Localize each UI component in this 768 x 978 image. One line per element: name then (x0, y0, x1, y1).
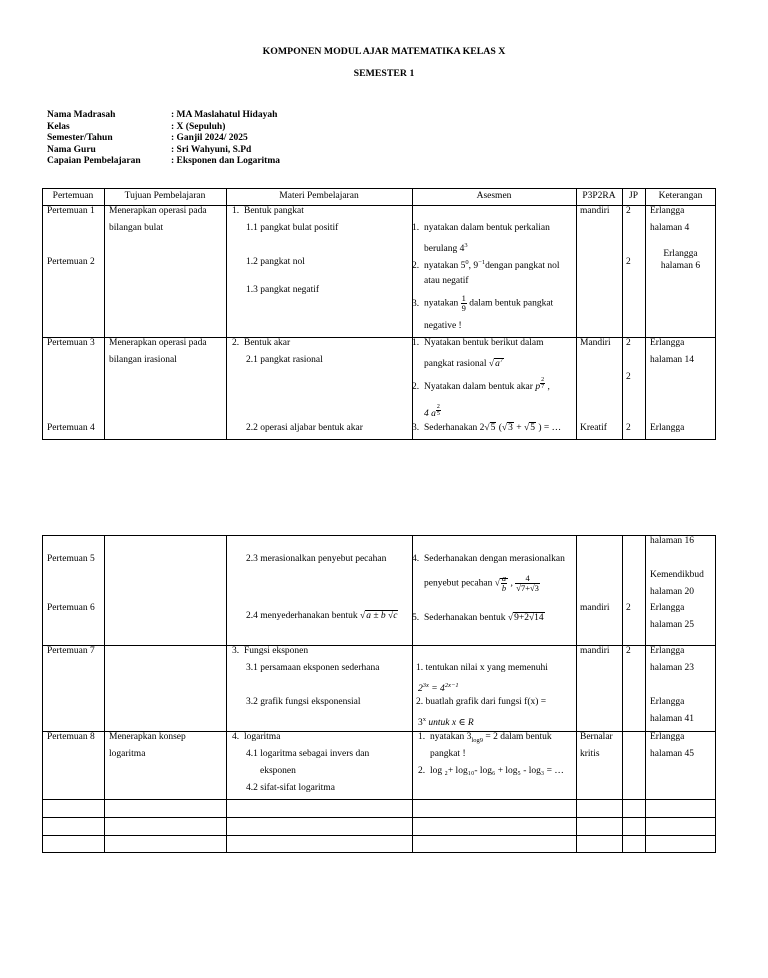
document-subtitle: SEMESTER 1 (353, 68, 415, 79)
col-divider (576, 188, 577, 440)
exponent: 3x (422, 682, 429, 689)
row-divider (42, 817, 716, 818)
materi-text-part: 2.4 menyederhanakan bentuk (246, 611, 358, 621)
asesmen-text-part: nyatakan (424, 298, 459, 309)
keterangan-text: Erlangga (650, 338, 685, 348)
keterangan-text: Erlangga (650, 206, 685, 216)
power-base: p (535, 382, 541, 393)
fraction-denominator: b (501, 583, 507, 593)
row-divider (42, 835, 716, 836)
asesmen-text: penyebut pecahan √ $\frac{a}{b}$ , $\frac{4}{√7+√3}$ (424, 573, 539, 593)
keterangan-text: halaman 16 (650, 536, 695, 546)
materi-subitem: 2.1 pangkat rasional (246, 355, 323, 365)
fraction-numerator: a (501, 573, 507, 583)
asesmen-number: 3. (412, 423, 420, 433)
fraction (501, 574, 507, 593)
meta-label: Kelas (47, 121, 70, 132)
meta-value: : X (Sepuluh) (171, 121, 226, 132)
materi-number: 2. (232, 338, 240, 348)
power-base: 2 (418, 684, 423, 695)
tujuan-text: Menerapkan konsep (109, 732, 186, 742)
tujuan-text: logaritma (109, 749, 146, 759)
col-divider (622, 188, 623, 440)
subscript: log9 (471, 736, 483, 744)
asesmen-text-part: ) = … (535, 423, 562, 433)
p3p2ra-value: mandiri (580, 603, 610, 613)
materi-subitem: 2.3 merasionalkan penyebut pecahan (246, 554, 387, 564)
asesmen-text-part: = 2 dalam bentuk (482, 732, 552, 742)
meta-label: Nama Madrasah (47, 110, 116, 120)
materi-title: Bentuk pangkat (244, 206, 304, 216)
col-header-p3p2ra: P3P2RA (582, 191, 616, 201)
p3p2ra-value: mandiri (580, 646, 610, 656)
equation-part: = 4 (428, 684, 445, 695)
materi-subitem: 4.1 logaritma sebagai invers dan (246, 749, 370, 759)
materi-subitem: 4.2 sifat-sifat logaritma (246, 783, 335, 793)
asesmen-number: 2. (418, 766, 426, 776)
keterangan-text: halaman 6 (660, 261, 701, 271)
exponent: x (422, 716, 426, 723)
asesmen-item: 5. Sederhanakan bentuk √9+2√14 (412, 610, 545, 627)
materi-heading (232, 335, 290, 352)
asesmen-text-part: pangkat rasional (424, 359, 487, 370)
meta-row-guru (47, 145, 280, 157)
radicand (494, 358, 504, 369)
materi-heading (232, 203, 304, 220)
meta-value: : MA Maslahatul Hidayah (171, 110, 278, 120)
col-divider (226, 535, 227, 853)
asesmen-text-part: ( (496, 423, 502, 433)
meta-row-capaian (47, 156, 280, 168)
exponent: 3 (464, 242, 468, 249)
keterangan-text: Kemendikbud (650, 570, 704, 580)
meta-label: Nama Guru (47, 144, 96, 155)
exponent: 2x−1 (444, 682, 459, 689)
keterangan-text: halaman 41 (650, 714, 695, 724)
col-header-pertemuan: Pertemuan (52, 191, 94, 201)
asesmen-item (412, 220, 550, 237)
radical-expression: √a ± b √c (359, 611, 398, 621)
pertemuan-label: Pertemuan 8 (47, 732, 95, 742)
materi-number: 1. (232, 206, 240, 216)
tujuan-text: Menerapkan operasi pada (109, 206, 207, 216)
jp-value: 2 (626, 206, 631, 216)
meta-value: : Eksponen dan Logaritma (171, 156, 281, 166)
keterangan-text: Erlangga (650, 697, 685, 707)
col-divider (576, 535, 577, 853)
keterangan-text: halaman 25 (650, 620, 695, 630)
radicand: 5 (490, 423, 496, 433)
asesmen-number: 5. (412, 613, 420, 623)
fraction-exponent (436, 404, 441, 417)
asesmen-number: 1. (412, 338, 420, 348)
asesmen-text: 1. tentukan nilai x yang memenuhi (416, 663, 548, 673)
asesmen-text: negative ! (424, 321, 462, 331)
asesmen-text: nyatakan dalam bentuk perkalian (424, 223, 550, 233)
col-divider (412, 535, 413, 853)
exponent: 7 (499, 357, 504, 364)
asesmen-text-part: nyatakan 3 (430, 732, 472, 742)
col-divider (622, 535, 623, 853)
pertemuan-label: Pertemuan 3 (47, 338, 95, 348)
materi-number: 4. (232, 732, 240, 742)
asesmen-text-part: Sederhanakan bentuk (424, 613, 506, 623)
keterangan-text: halaman 23 (650, 663, 695, 673)
col-divider (226, 188, 227, 440)
asesmen-text: pangkat ! (430, 749, 466, 759)
tujuan-text: bilangan bulat (109, 223, 164, 233)
keterangan-text: Erlangga (663, 249, 698, 259)
row-divider (42, 645, 716, 646)
keterangan-text: Erlangga (650, 646, 685, 656)
keterangan-text: halaman 4 (650, 223, 690, 233)
asesmen-text: Sederhanakan dengan merasionalkan (424, 554, 565, 564)
asesmen-number: 1. (412, 223, 420, 233)
tujuan-text: Menerapkan operasi pada (109, 338, 207, 348)
materi-title: logaritma (244, 732, 281, 742)
fraction-numerator: 2 (541, 377, 545, 384)
p3p2ra-value: Bernalar (580, 732, 613, 742)
meta-value: : Sri Wahyuni, S.Pd (171, 144, 252, 155)
document-title: KOMPONEN MODUL AJAR MATEMATIKA KELAS X (262, 46, 506, 57)
col-divider (645, 188, 646, 440)
jp-value: 2 (626, 338, 631, 348)
materi-heading (232, 643, 308, 660)
radicand: 5 (530, 423, 535, 433)
materi-subitem: eksponen (260, 766, 296, 776)
asesmen-text-part: + (513, 423, 524, 433)
radicand: 3 (508, 423, 513, 433)
fraction-denominator: 5 (436, 411, 440, 418)
col-divider (104, 188, 105, 440)
identity-block (47, 110, 280, 168)
asesmen-item (412, 294, 553, 313)
power-base: 3 (418, 718, 423, 729)
asesmen-number: 2. (412, 382, 420, 393)
col-header-jp: JP (629, 191, 638, 201)
col-header-keterangan: Keterangan (658, 191, 703, 201)
keterangan-text: Erlangga (650, 732, 685, 742)
fraction-denominator: 9 (461, 303, 466, 313)
materi-subitem (246, 608, 398, 625)
jp-value: 2 (626, 646, 631, 656)
asesmen-text: 2. buatlah grafik dari fungsi f(x) = (416, 697, 547, 707)
pertemuan-label: Pertemuan 6 (47, 603, 95, 613)
asesmen-text-part: Sederhanakan 2 (424, 423, 485, 433)
asesmen-text-part: dalam bentuk pangkat (469, 298, 554, 309)
asesmen-number: 4. (412, 554, 420, 564)
row-divider (42, 799, 716, 800)
pertemuan-label: Pertemuan 5 (47, 554, 95, 564)
asesmen-text-part: Nyatakan dalam bentuk akar (424, 382, 533, 393)
power-base: 4 a (424, 409, 436, 420)
materi-heading (232, 729, 280, 746)
asesmen-text: pangkat rasional $√a^7$ (424, 357, 504, 370)
keterangan-text: halaman 45 (650, 749, 695, 759)
asesmen-text-part: nyatakan 5 (424, 261, 466, 272)
jp-value: 2 (626, 423, 631, 433)
pertemuan-label: Pertemuan 2 (47, 257, 95, 267)
p3p2ra-value: mandiri (580, 206, 610, 216)
p3p2ra-value: kritis (580, 749, 600, 759)
equation-part: untuk x ∈ R (426, 718, 474, 729)
materi-subitem: 3.2 grafik fungsi eksponensial (246, 697, 361, 707)
col-divider (645, 535, 646, 853)
pertemuan-label: Pertemuan 4 (47, 423, 95, 433)
asesmen-number: 3. (412, 298, 420, 309)
materi-number: 3. (232, 646, 240, 656)
p3p2ra-value: Kreatif (580, 423, 607, 433)
fraction-numerator: 1 (461, 293, 466, 303)
fraction-numerator: 4 (515, 574, 540, 584)
tujuan-text: bilangan irasional (109, 355, 177, 365)
fraction-denominator: 7 (541, 384, 545, 391)
asesmen-text-part: , 9 (468, 261, 479, 272)
asesmen-number: 1. (418, 732, 426, 742)
col-header-asesmen: Asesmen (476, 191, 512, 201)
meta-row-semester (47, 133, 280, 145)
asesmen-item: 3. Sederhanakan 2√5 (√3 + √5 ) = … (412, 420, 561, 437)
asesmen-text: atau negatif (424, 276, 469, 286)
meta-row-kelas (47, 122, 280, 134)
materi-title: Bentuk akar (244, 338, 291, 348)
meta-row-madrasah (47, 110, 280, 122)
radicand-base: a (495, 359, 500, 370)
fraction-exponent (540, 377, 545, 390)
jp-value: 2 (626, 372, 631, 382)
exponent: 0 (465, 259, 469, 266)
keterangan-text: Erlangga (650, 423, 685, 433)
p3p2ra-value: Mandiri (580, 338, 611, 348)
asesmen-item (412, 335, 544, 352)
materi-subitem: 1.3 pangkat negatif (246, 285, 320, 295)
fraction-denominator: √7+√3 (516, 583, 539, 593)
radicand: 9+2√14 (514, 613, 544, 623)
materi-subitem: 1.2 pangkat nol (246, 257, 305, 267)
asesmen-item (418, 763, 564, 780)
asesmen-text-part: dengan pangkat nol (485, 261, 560, 272)
table-frame (42, 535, 716, 853)
materi-subitem: 2.2 operasi aljabar bentuk akar (246, 423, 363, 433)
asesmen-item: 2. Nyatakan dalam bentuk akar p $^{\frac{2}{7}}$ , (412, 375, 550, 396)
keterangan-text: halaman 14 (650, 355, 695, 365)
materi-subitem: 1.1 pangkat bulat positif (246, 223, 339, 233)
pertemuan-label: Pertemuan 7 (47, 646, 95, 656)
col-header-materi: Materi Pembelajaran (279, 191, 359, 201)
keterangan-text: halaman 20 (650, 587, 695, 597)
asesmen-text-part: penyebut pecahan (424, 578, 493, 589)
jp-value: 2 (626, 257, 631, 267)
materi-subitem: 3.1 persamaan eksponen sederhana (246, 663, 380, 673)
meta-label: Capaian Pembelajaran (47, 156, 141, 166)
jp-value: 2 (626, 603, 631, 613)
asesmen-item (412, 551, 565, 568)
col-header-tujuan: Tujuan Pembelajaran (124, 191, 206, 201)
keterangan-text: Erlangga (650, 603, 685, 613)
pertemuan-label: Pertemuan 1 (47, 206, 95, 216)
meta-value: : Ganjil 2024/ 2025 (171, 133, 248, 143)
fraction (461, 294, 467, 313)
fraction (515, 574, 540, 593)
meta-label: Semester/Tahun (47, 133, 113, 143)
fraction-numerator: 2 (436, 404, 440, 411)
materi-title: Fungsi eksponen (244, 646, 309, 656)
asesmen-text: Nyatakan bentuk berikut dalam (424, 338, 544, 348)
asesmen-item (412, 254, 560, 275)
asesmen-number: 2. (412, 261, 420, 272)
col-divider (104, 535, 105, 853)
exponent: −1 (478, 259, 486, 266)
asesmen-text-part: berulang 4 (424, 244, 465, 255)
asesmen-text: log ₂+ log₁₀- log₆ + log₅ - log₃ = … (430, 766, 564, 776)
